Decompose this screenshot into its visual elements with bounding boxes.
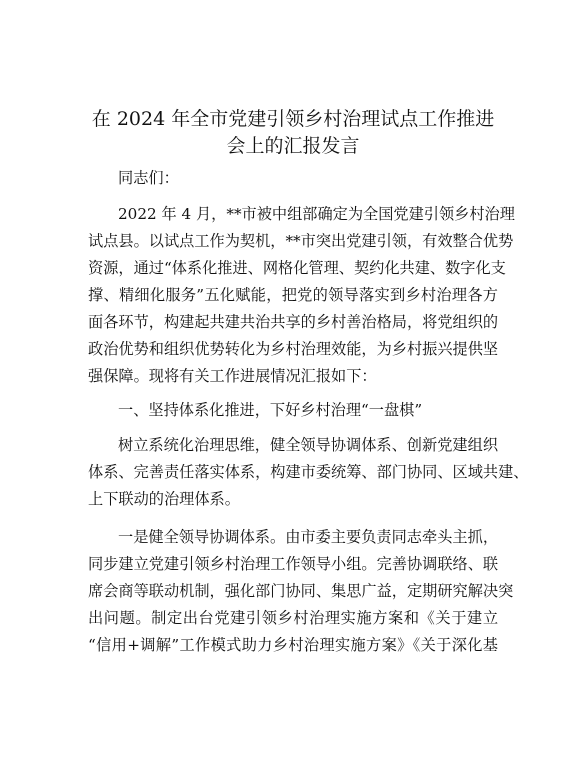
salutation: 同志们： xyxy=(118,169,179,187)
paragraph-4-line-3: 席会商等联动机制，强化部门协同、集思广益，定期研究解决突 xyxy=(88,582,514,600)
paragraph-3-line-3: 上下联动的治理体系。 xyxy=(88,490,240,508)
paragraph-1-line-1: 2022 年 4 月，**市被中组部确定为全国党建引领乡村治理 xyxy=(118,205,515,223)
paragraph-4-line-2: 同步建立党建引领乡村治理工作领导小组。完善协调联络、联 xyxy=(88,555,499,573)
paragraph-1-line-2: 试点县。以试点工作为契机，**市突出党建引领，有效整合优势 xyxy=(88,232,514,250)
paragraph-1-line-3: 资源，通过“体系化推进、网格化管理、契约化共建、数字化支 xyxy=(88,259,506,277)
document-title-line-1: 在 2024 年全市党建引领乡村治理试点工作推进 xyxy=(91,108,495,130)
paragraph-1-line-7: 强保障。现将有关工作进展情况汇报如下： xyxy=(88,367,377,385)
document-title-line-2: 会上的汇报发言 xyxy=(226,135,360,157)
paragraph-1-line-5: 面各环节，构建起共建共治共享的乡村善治格局，将党组织的 xyxy=(88,313,499,331)
paragraph-3-line-1: 树立系统化治理思维，健全领导协调体系、创新党建组织 xyxy=(118,436,498,454)
paragraph-3-line-2: 体系、完善责任落实体系，构建市委统筹、部门协同、区域共建、 xyxy=(88,463,529,481)
paragraph-1-line-6: 政治优势和组织优势转化为乡村治理效能，为乡村振兴提供坚 xyxy=(88,340,499,358)
section-heading-1: 一、坚持体系化推进，下好乡村治理“一盘棋” xyxy=(118,401,423,419)
paragraph-4-line-4: 出问题。制定出台党建引领乡村治理实施方案和《关于建立 xyxy=(88,609,498,627)
paragraph-4-line-1: 一是健全领导协调体系。由市委主要负责同志牵头主抓， xyxy=(118,528,498,546)
paragraph-4-line-5: “信用+调解”工作模式助力乡村治理实施方案》《关于深化基 xyxy=(88,636,498,654)
paragraph-1-line-4: 撑、精细化服务”五化赋能，把党的领导落实到乡村治理各方 xyxy=(88,286,498,304)
